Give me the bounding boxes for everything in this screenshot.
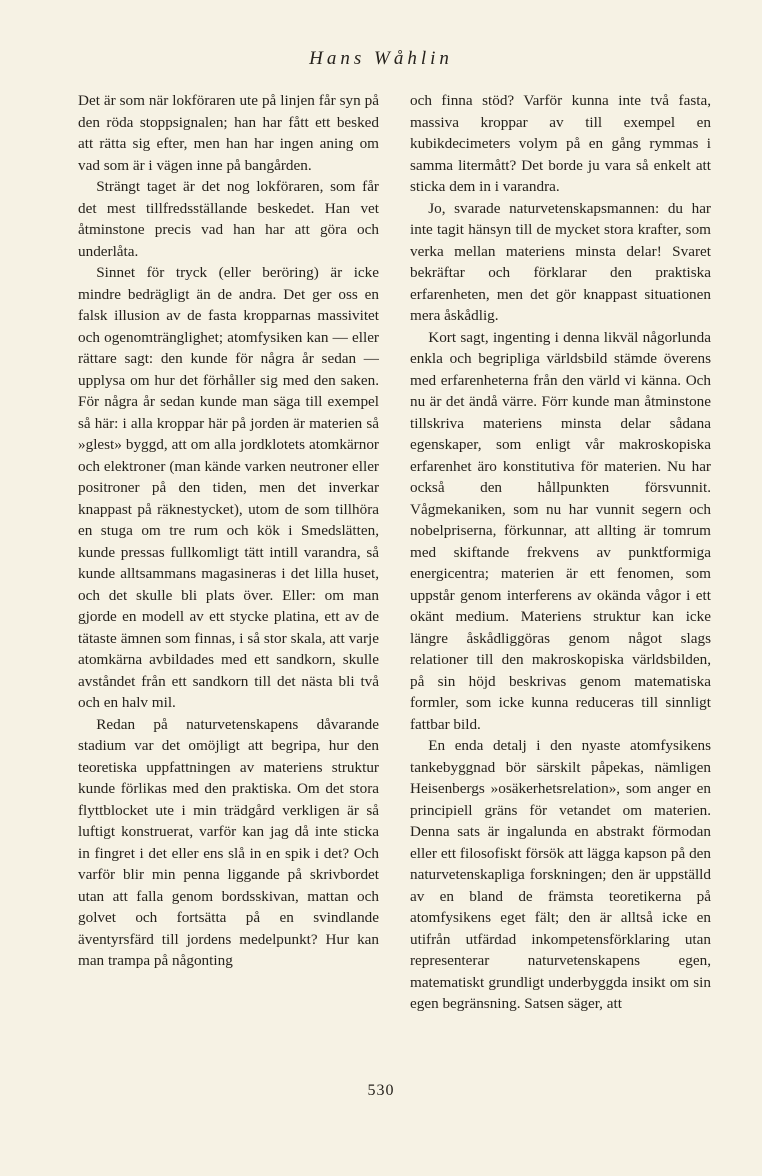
running-head: Hans Wåhlin bbox=[309, 48, 453, 69]
paragraph: Strängt taget är det nog lokföraren, som får det mest tillfredsställande beskedet. Han vet åtminstone precis vad han har att göra och underlåta. bbox=[78, 178, 379, 260]
page-number: 530 bbox=[367, 1082, 395, 1099]
paragraph: och finna stöd? Varför kunna inte två fasta, massiva kroppar av till exempel en kubikdecimeters volym på en gång rymmas i samma litermått? Det borde ju vara så enkelt att sticka dem in i varandra. bbox=[410, 92, 711, 195]
paragraph: En enda detalj i den nyaste atomfysikens tankebyggnad bör särskilt påpekas, nämligen Heisenbergs »osäkerhetsrelation», som anger en principiell gräns för vetandet om materien. Denna sats är ingalunda en abstrakt förmodan eller ett filosofiskt försök att lägga kapson på den naturvetenskapliga forskningen; den är uppställd av en bland de främsta teoretikerna på atomfysikens eget fält; den är alltså icke en utifrån utfärdad inkompetensförklaring utan representerar naturvetenskapens egen, matematiskt grundligt underbyggda insikt om sin egen begränsning. Satsen säger, att bbox=[410, 737, 711, 1012]
right-column bbox=[410, 90, 711, 1015]
paragraph: Kort sagt, ingenting i denna likväl någorlunda enkla och begripliga världsbild stämde överens med erfarenheterna från den värld vi känna. Och nu är det ändå värre. Förr kunde man åtminstone tillskriva materiens minsta delar sådana egenskaper, som enligt vår makroskopiska erfarenhet äro konstitutiva för materien. Nu har också den hållpunkten försvunnit. Vågmekaniken, som nu har vunnit segern och nobelpriserna, förkunnar, att allting är tomrum med skiftande frekvens av punktformiga energicentra; materien är ett fenomen, som uppstår genom interferens av okända vågor i ett okänt medium. Materiens struktur kan icke längre åskådliggöras genom något slags relationer till den makroskopiska världsbilden, på sin höjd beskrivas genom matematiska formler, som icke kunna reduceras till sinnligt fattbar bild. bbox=[410, 328, 711, 733]
paragraph: Sinnet för tryck (eller beröring) är icke mindre bedrägligt än de andra. Det ger oss en falsk illusion av de fasta kropparnas massivitet och ogenomtränglighet; atomfysiken kan — eller rättare sagt: den kunde för några år sedan — upplysa om hur det förhåller sig med den saken. För några år sedan kunde man säga till exempel så här: i alla kroppar här på jorden är materien så »glest» byggd, att om alla jordklotets atomkärnor och elektroner (man kände varken neutroner eller positroner på den tiden, men det inverkar knappast på räknestycket), utom de som tillhöra en stuga om tre rum och kök i Smedslätten, kunde pressas fullkomligt tätt intill varandra, så kunde alltsammans magasineras i det lilla huset, och det skulle bli plats över. Eller: om man gjorde en modell av ett stycke platina, ett av de tätaste ämnen som finnas, i så stor skala, att varje atomkärna avbildades med ett sandkorn, skulle avståndet från ett sandkorn till det nästa bli två och en halv mil. bbox=[78, 264, 379, 711]
left-column bbox=[78, 90, 379, 972]
paragraph: Redan på naturvetenskapens dåvarande stadium var det omöjligt att begripa, hur den teoretiska uppfattningen av materiens struktur kunde förlikas med den praktiska. Om det stora flyttblocket ute i min trädgård verkligen är så luftigt konstruerat, varför kan jag då inte sticka in fingret i det eller ens slå in en spik i det? Och varför blir min penna liggande på skrivbordet utan att falla genom bordsskivan, mattan och golvet och fortsätta på en svindlande äventyrsfärd till jordens medelpunkt? Hur kan man trampa på någonting bbox=[78, 715, 379, 969]
paragraph: Det är som när lokföraren ute på linjen får syn på den röda stoppsignalen; han har fått ett besked att rätta sig efter, men han har ingen aning om vad som är i vägen inne på bangården. bbox=[78, 92, 379, 174]
paragraph: Jo, svarade naturvetenskapsmannen: du har inte tagit hänsyn till de mycket stora krafter, som verka mellan materiens minsta delar! Svaret bekräftar och förklarar den praktiska erfarenheten, men det gör knappast situationen mera åskådlig. bbox=[410, 199, 711, 324]
